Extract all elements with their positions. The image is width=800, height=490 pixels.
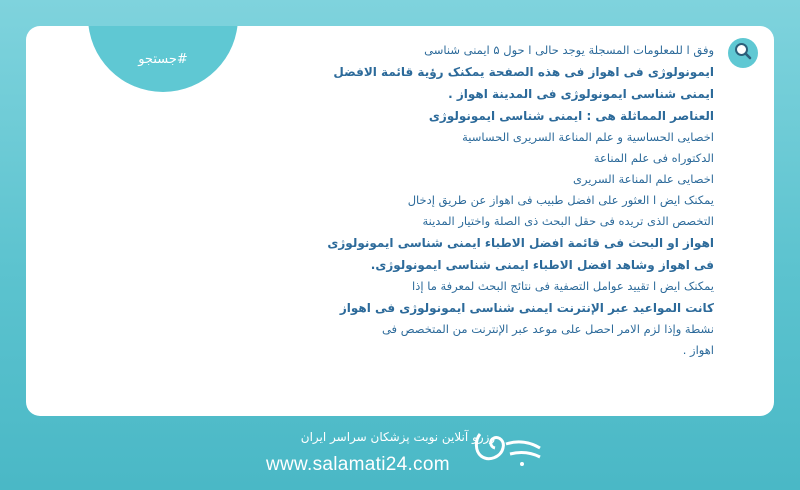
text-line: اهواز او البحث فی قائمة افضل الاطباء ایمنی شناسی ایمونولوژی	[327, 236, 714, 250]
search-button[interactable]	[728, 38, 758, 68]
text-line: الدکتوراه فی علم المناعة	[593, 151, 714, 165]
text-line: وفق ا للمعلومات المسجلة یوجد حالی ا حول ۵ ایمنی شناسی	[424, 43, 714, 57]
text-line: التخصص الذی تریده فی حقل البحث ذی الصلة واختیار المدینة	[422, 214, 714, 228]
footer-url[interactable]: www.salamati24.com	[266, 454, 450, 475]
description-text	[74, 40, 714, 361]
text-line: نشطة وإذا لزم الامر احصل علی موعد عبر الإنترنت من المتخصص فی	[381, 322, 714, 336]
text-line: العناصر المماثلة هی : ایمنی شناسی ایمونولوژی	[428, 109, 714, 123]
search-icon[interactable]	[733, 41, 753, 65]
text-line: یمکنک ایض ا تقیید عوامل التصفیة فی نتائج البحث لمعرفة ما إذا	[412, 279, 714, 293]
text-line: اهواز .	[682, 343, 714, 357]
text-line: کانت المواعید عبر الإنترنت ایمنی شناسی ایمونولوژی فی اهواز	[339, 301, 714, 315]
footer-tagline: رزرو آنلاین نوبت پزشکان سراسر ایران	[300, 430, 496, 444]
search-tag-label[interactable]: #جستجو	[138, 52, 188, 67]
text-line: اخصایی الحساسیة و علم المناعة السریری الحساسیة	[462, 130, 714, 144]
content-card	[26, 26, 774, 416]
text-line: یمکنک ایض ا العثور علی افضل طبیب فی اهواز عن طریق إدخال	[407, 193, 714, 207]
text-line: اخصایی علم المناعة السریری	[572, 172, 714, 186]
text-line: فی اهواز وشاهد افضل الاطباء ایمنی شناسی ایمونولوژی.	[370, 258, 714, 272]
text-line: ایمنی شناسی ایمونولوژی فی المدینة اهواز .	[448, 87, 714, 101]
text-line: ایمونولوژی فی اهواز فی هذه الصفحة یمکنک رؤیة قائمة الافضل	[333, 65, 714, 79]
logo-graphic	[470, 424, 545, 478]
salamati-logo[interactable]	[470, 424, 545, 478]
